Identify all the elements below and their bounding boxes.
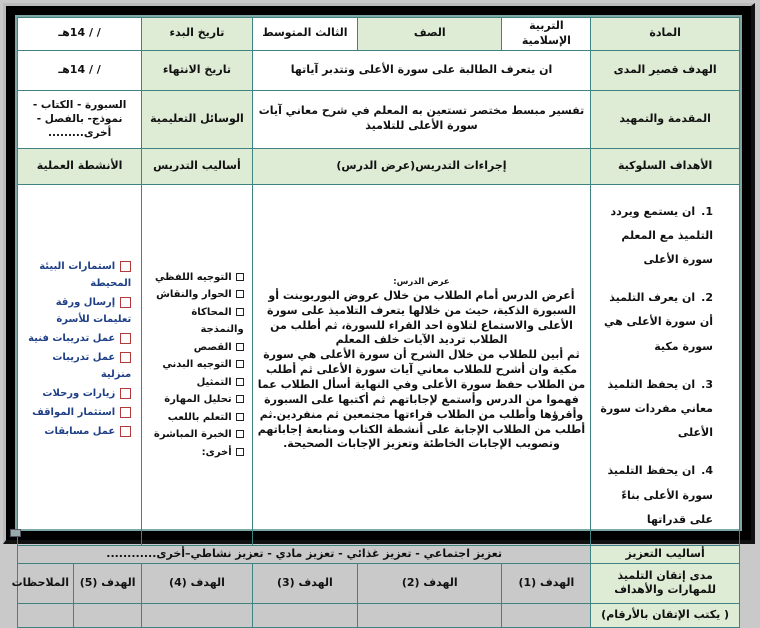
mastery-goal-header-5: الهدف (5) [74,564,142,603]
mastery-goal-4-value[interactable] [142,603,252,627]
activities-cell [18,184,142,545]
document-frame [3,3,755,622]
activity-item[interactable]: زيارات ورحلات [22,385,131,402]
behavioral-goal-item: 4.ان يحفظ التلميذ سورة الأعلى بناءً على قدراتها [607,464,713,526]
methods-header: أساليب التدريس [142,148,252,184]
checkbox-icon[interactable] [120,407,131,418]
activity-item[interactable]: استمارات البيئة المحيطة [39,261,132,290]
method-item[interactable]: التوجيه البدني [146,356,243,374]
short-goal-value[interactable]: ان يتعرف الطالبة على سورة الأعلى وتتدبر آياتها [252,50,591,90]
mastery-goal-3-value[interactable] [252,603,357,627]
teaching-methods-cell [142,184,252,545]
checkbox-icon[interactable] [120,297,131,308]
reinforcement-value[interactable]: تعزيز اجتماعي - تعزيز غذائي - تعزيز مادي - تعزيز نشاطي–أخرى............ [18,545,591,563]
start-date-label: تاريخ البدء [142,18,252,51]
subject-label: المادة [591,18,740,51]
checkbox-icon[interactable] [236,395,244,403]
behavioral-goals-list [595,200,735,532]
mastery-last-cells [11,563,142,603]
mastery-label: مدى إتقان التلميذ للمهارات والأهداف [591,563,740,603]
aids-value[interactable]: السبورة - الكتاب - نموذج- بالفصل - أخرى......... [18,90,142,148]
mastery-goal-header-1: الهدف (1) [502,563,591,603]
mastery-goal-header-3: الهدف (3) [252,563,357,603]
mastery-note: ( يكتب الإتقان بالأرقام) [591,603,740,627]
lesson-plan-sheet [11,15,742,622]
class-value[interactable]: الثالث المتوسط [252,18,357,51]
notes-header: الملاحظات [11,576,70,590]
notes-value[interactable] [18,604,74,627]
checkbox-icon[interactable] [236,343,244,351]
activity-item[interactable]: عمل تدريبات منزلية [52,352,132,381]
lesson-plan-table [11,17,740,628]
behavioral-goal-item: 1.ان يستمع ويردد التلميذ مع المعلم سورة الأعلى [610,204,713,267]
checkbox-icon[interactable] [236,448,244,456]
teaching-methods-list [146,269,247,462]
activities-list [22,258,137,440]
checkbox-icon[interactable] [236,290,244,298]
procedures-paragraph-2: ثم أبين للطلاب من خلال الشرح أن سورة الأعلى هي سورة مكية وان أشرح للطلاب معاني آيات سورة الأعلى ثم أطلب من الطلاب حفظ سورة الأعلى وفي النهاية أسأل الطلاب عما فهموا من الدرس وأستمع لإجاباتهم ثم أكتبها على السبورة وأقرؤها وأطلب من الطلاب قراءتها مجتمعين ثم منفردين.ثم أطلب من الطلاب الإجابة على أنشطة الكتاب ومتابعة إجاباتهم وتصويب الإجابات الخاطئة وتعزيز الإجابات الصحيحة. [257,348,586,451]
mastery-goal-2-value[interactable] [358,603,502,627]
method-item[interactable]: المحاكاة والنمذجة [191,306,244,336]
checkbox-icon[interactable] [120,333,131,344]
procedures-cell[interactable] [252,184,591,545]
end-date-label: تاريخ الانتهاء [142,50,252,90]
procedures-paragraph-1: أعرض الدرس أمام الطلاب من خلال عروض البوربوينت أو السبورة الذكية، حيث من خلالها يتعرف التلاميذ على سورة الأعلى والاستماع لتلاوة احد القراء للسورة، ثم أطلب من الطلاب ترديد الآيات خلف المعلم [266,288,576,347]
checkbox-icon[interactable] [120,388,131,399]
behavioral-goal-item: 3.ان يحفظ التلميذ معاني مفردات سورة الأعلى [600,377,713,440]
mastery-goal-1-value[interactable] [502,603,591,627]
checkbox-icon[interactable] [236,360,244,368]
method-item[interactable]: التعلم باللعب [146,409,243,427]
mastery-goal-header-2: الهدف (2) [358,563,502,603]
intro-value[interactable]: تفسير مبسط مختصر تستعين به المعلم في شرح معاني آيات سورة الأعلى للتلاميذ [252,90,591,148]
checkbox-icon[interactable] [120,352,131,363]
method-item[interactable]: التمثيل [146,374,243,392]
goals-header: الأهداف السلوكية [591,148,740,184]
method-item[interactable]: القصص [146,339,243,357]
behavioral-goals-cell [591,184,740,545]
resize-grip-icon[interactable] [10,529,21,537]
mastery-goal-header-4: الهدف (4) [142,563,252,603]
activity-item[interactable]: عمل تدريبات فنية [22,330,131,347]
short-goal-label: الهدف قصير المدى [591,50,740,90]
intro-label: المقدمة والتمهيد [591,90,740,148]
method-item[interactable]: الحوار والنقاش [146,286,243,304]
reinforcement-label: أساليب التعزيز [591,545,740,563]
behavioral-goal-item: 2.ان يعرف التلميذ أن سورة الأعلى هي سورة مكية [603,291,713,353]
method-item[interactable]: أخرى: [146,444,243,462]
method-item[interactable]: تحليل المهارة [146,391,243,409]
checkbox-icon[interactable] [120,426,131,437]
procedures-heading: عرض الدرس: [393,277,450,288]
checkbox-icon[interactable] [236,378,244,386]
start-date-value[interactable]: / / 14هـ [18,18,142,51]
activities-header: الأنشطة العملية [18,148,142,184]
activity-item[interactable]: عمل مسابقات [22,423,131,440]
method-item[interactable]: الخبرة المباشرة [146,426,243,444]
mastery-last-values [18,603,142,627]
method-item[interactable]: التوجيه اللفظي [146,269,243,287]
aids-label: الوسائل التعليمية [142,90,252,148]
class-label: الصف [358,18,502,51]
subject-value[interactable]: التربية الإسلامية [502,18,591,51]
checkbox-icon[interactable] [236,413,244,421]
activity-item[interactable]: استثمار المواقف [22,404,131,421]
mastery-goal-5-value[interactable] [74,604,142,627]
checkbox-icon[interactable] [236,430,244,438]
checkbox-icon[interactable] [236,308,244,316]
procedures-header: إجراءات التدريس(عرض الدرس) [252,148,591,184]
checkbox-icon[interactable] [236,273,244,281]
end-date-value[interactable]: / / 14هـ [18,50,142,90]
checkbox-icon[interactable] [120,261,131,272]
activity-item[interactable]: إرسال ورقة تعليمات للأسرة [55,297,132,326]
